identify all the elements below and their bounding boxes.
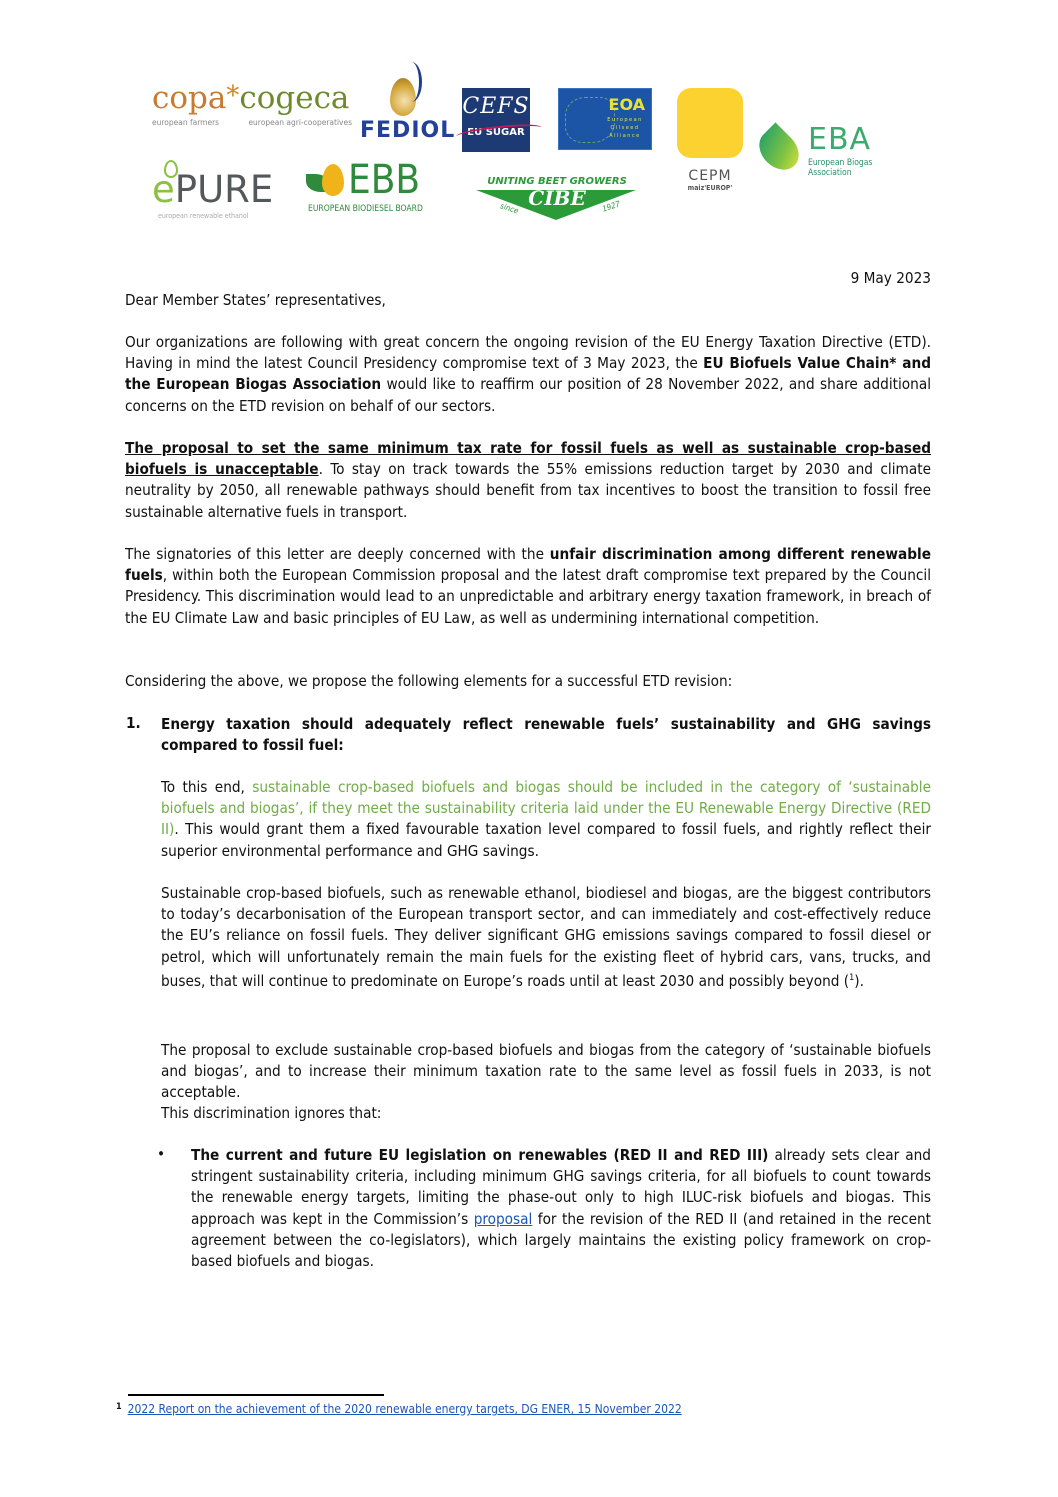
footnote-ref[interactable]: 1 xyxy=(849,972,855,983)
paragraph-intro: Our organizations are following with great concern the ongoing revision of the EU Energy Taxation Directive (ETD). Having in mind the latest Council Presidency compromise text of 3 May 2023, the EU Biofuels Value Chain* and the European Biogas Association would like to reaffirm our position of 28 November 2022, and share additional concerns on the ETD revision on behalf of our sectors. xyxy=(125,333,931,415)
proposal-link[interactable]: proposal xyxy=(473,1209,533,1228)
cepm-logo: CEPM maiz'EUROP' xyxy=(675,88,745,198)
paragraph-proposal: The proposal to set the same minimum tax rate for fossil fuels as well as sustainable crop-based biofuels is unacceptable. To stay on track towards the 55% emissions reduction target by 2030 and climate neutrality by 2050, all renewable pathways should benefit from tax incentives to boost the transition to fossil free sustainable alternative fuels in transport. xyxy=(125,439,931,521)
letter-date: 9 May 2023 xyxy=(850,269,931,287)
footnote-divider xyxy=(128,1394,384,1396)
bullet-item: The current and future EU legislation on renewables (RED II and RED III) already sets clear and stringent sustainability criteria, including minimum GHG savings criteria, for all biofuels to count towards the renewable energy targets, limiting the phase-out only to high ILUC-risk biofuels and biogas. This approach was kept in the Commission’s proposal for the revision of the RED II (and retained in the recent agreement between the co-legislators), which largely maintains the existing policy framework on crop-based biofuels and biogas. xyxy=(191,1146,931,1271)
paragraph-discrimination: The signatories of this letter are deeply concerned with the unfair discrimination among different renewable fuels, within both the European Commission proposal and the latest draft compromise text prepared by the Council Presidency. This discrimination would lead to an unpredictable and arbitrary energy taxation framework, in breach of the EU Climate Law and basic principles of EU Law, as well as undermining international competition. xyxy=(125,545,931,627)
cibe-logo: UNITING BEET GROWERS CIBE since 1927 xyxy=(472,176,642,228)
footnote-link[interactable]: 2022 Report on the achievement of the 2020 renewable energy targets, DG ENER, 15 November 2022 xyxy=(127,1402,682,1416)
paragraph-considering: Considering the above, we propose the following elements for a successful ETD revision: xyxy=(125,672,733,690)
leaf-icon xyxy=(751,122,806,177)
item-paragraph-4: This discrimination ignores that: xyxy=(161,1104,382,1122)
fediol-logo: FEDIOL xyxy=(360,78,445,138)
copa-cogeca-logo: copa*cogeca european farmers european agri-cooperatives xyxy=(152,80,352,127)
cefs-logo: CEFS EU SUGAR xyxy=(462,88,530,152)
item-paragraph-3: The proposal to exclude sustainable crop-based biofuels and biogas from the category of ‘sustainable biofuels and biogas’, and to increase their minimum taxation rate to the same level as fossil fuels in 2033, is not acceptable. xyxy=(161,1041,931,1102)
oil-drop-icon xyxy=(390,78,416,116)
swoosh-icon xyxy=(456,122,543,143)
bullet-icon: • xyxy=(157,1145,166,1163)
item-paragraph-2: Sustainable crop-based biofuels, such as renewable ethanol, biodiesel and biogas, are the biggest contributors to today’s decarbonisation of the European transport sector, and can immediately and cost-effectively reduce the EU’s reliance on fossil fuels. They deliver significant GHG emissions savings compared to fossil diesel or petrol, which will unfortunately remain the main fuels for the existing fleet of hybrid cars, vans, trucks, and buses, that will continue to predominate on Europe’s roads until at least 2030 and possibly beyond ($^1$). xyxy=(161,884,931,990)
oil-drop-icon xyxy=(322,164,344,196)
eba-logo: EBA European Biogas Association xyxy=(762,122,882,182)
footnote: $^1$ 2022 Report on the achievement of the 2020 renewable energy targets, DG ENER, 15 November 2022 xyxy=(116,1402,682,1416)
ebb-logo: EBB EUROPEAN BIODIESEL BOARD xyxy=(308,157,423,214)
yellow-square-icon xyxy=(677,88,743,158)
item-number: 1. xyxy=(126,714,141,732)
eoa-logo: EOA European Oilseed Alliance xyxy=(558,88,652,150)
salutation: Dear Member States’ representatives, xyxy=(125,291,386,309)
item-heading: Energy taxation should adequately reflect renewable fuels’ sustainability and GHG savings compared to fossil fuel: xyxy=(161,715,931,755)
item-paragraph-1: To this end, sustainable crop-based biofuels and biogas should be included in the category of ‘sustainable biofuels and biogas’, if they meet the sustainability criteria laid under the EU Renewable Energy Directive (RED II). This would grant them a fixed favourable taxation level compared to fossil fuels, and rightly reflect their superior environmental performance and GHG savings. xyxy=(161,778,931,860)
epure-logo: ePURE european renewable ethanol xyxy=(152,160,287,220)
